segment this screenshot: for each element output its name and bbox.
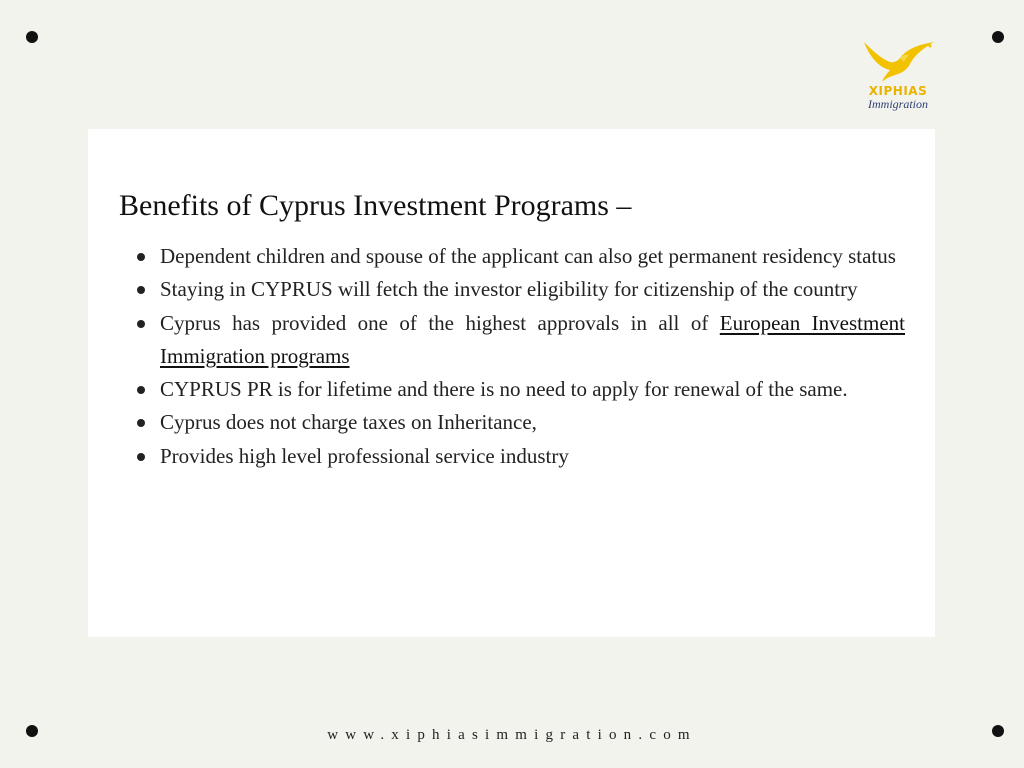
corner-dot-top-left — [26, 31, 38, 43]
benefit-item-approvals — [160, 307, 905, 374]
benefit-item-citizenship — [160, 273, 905, 306]
benefit-text: Staying in CYPRUS will fetch the investor eligibility for citizenship of the country — [160, 277, 858, 302]
benefit-item-lifetime-pr — [160, 373, 905, 406]
benefit-item-service-industry — [160, 440, 905, 473]
bullet-icon — [137, 286, 145, 294]
benefit-item-dependents — [160, 240, 905, 273]
bullet-icon — [137, 453, 145, 461]
benefit-item-inheritance-tax — [160, 406, 905, 439]
content-card — [88, 129, 935, 637]
european-investment-link[interactable]: European Investment Immigration programs — [160, 310, 905, 368]
benefits-list — [160, 240, 905, 473]
bullet-icon — [137, 320, 145, 328]
logo-subtitle: Immigration — [868, 97, 928, 111]
bullet-icon — [137, 386, 145, 394]
benefit-text: CYPRUS PR is for lifetime and there is no need to apply for renewal of the same. — [160, 377, 848, 402]
bullet-icon — [137, 419, 145, 427]
logo-brand-text: XIPHIAS — [868, 84, 928, 98]
xiphias-logo — [856, 40, 940, 112]
benefit-text: Cyprus does not charge taxes on Inheritance, — [160, 410, 537, 435]
corner-dot-top-right — [992, 31, 1004, 43]
benefit-text: Cyprus has provided one of the highest approvals in all of — [160, 310, 720, 335]
benefit-text: Dependent children and spouse of the applicant can also get permanent residency status — [160, 244, 896, 268]
benefit-text: Provides high level professional service industry — [160, 443, 569, 468]
eagle-icon — [860, 40, 936, 84]
bullet-icon — [137, 253, 145, 261]
card-title: Benefits of Cyprus Investment Programs – — [119, 189, 632, 222]
footer-website-url: www.xiphiasimmigration.com — [327, 727, 697, 743]
